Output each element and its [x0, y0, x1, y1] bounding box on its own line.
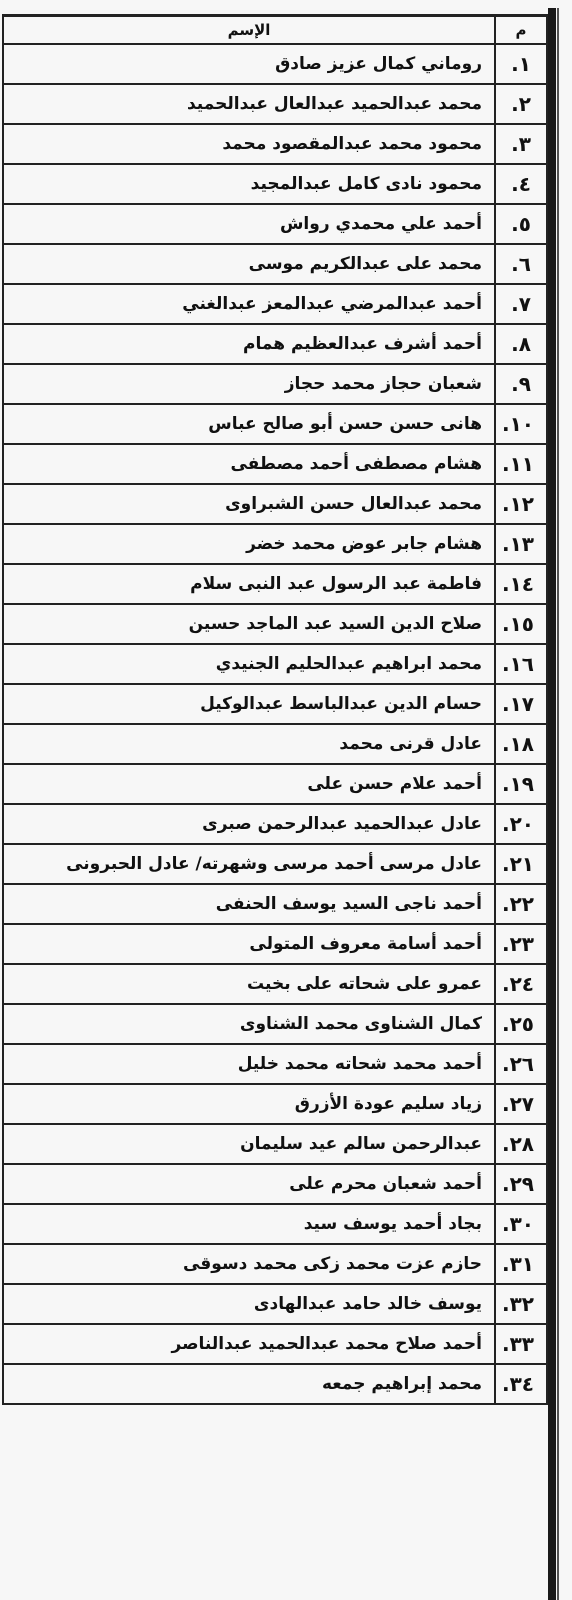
row-name: حسام الدين عبدالباسط عبدالوكيل	[3, 684, 495, 724]
table-body	[3, 44, 547, 1404]
row-number: ٣٤.	[495, 1364, 547, 1404]
row-name: بجاد أحمد يوسف سيد	[3, 1204, 495, 1244]
table-row	[3, 1084, 547, 1124]
row-name: محمود نادى كامل عبدالمجيد	[3, 164, 495, 204]
table-row	[3, 1044, 547, 1084]
row-name: أحمد أسامة معروف المتولى	[3, 924, 495, 964]
row-name: عادل قرنى محمد	[3, 724, 495, 764]
table-row	[3, 164, 547, 204]
table-row	[3, 1364, 547, 1404]
row-number: ٢٦.	[495, 1044, 547, 1084]
row-number: ١٢.	[495, 484, 547, 524]
row-name: أحمد ناجى السيد يوسف الحنفى	[3, 884, 495, 924]
row-number: ٣٠.	[495, 1204, 547, 1244]
table-row	[3, 964, 547, 1004]
table-row	[3, 604, 547, 644]
row-number: ٦.	[495, 244, 547, 284]
row-number: ٣٣.	[495, 1324, 547, 1364]
row-number: ٩.	[495, 364, 547, 404]
row-number: ٢٩.	[495, 1164, 547, 1204]
row-number: ١٩.	[495, 764, 547, 804]
table-row	[3, 1244, 547, 1284]
table-row	[3, 844, 547, 884]
row-name: أحمد محمد شحاته محمد خليل	[3, 1044, 495, 1084]
row-number: ١٤.	[495, 564, 547, 604]
row-number: ١٥.	[495, 604, 547, 644]
row-name: روماني كمال عزيز صادق	[3, 44, 495, 84]
row-number: ٨.	[495, 324, 547, 364]
table-row	[3, 524, 547, 564]
row-name: يوسف خالد حامد عبدالهادى	[3, 1284, 495, 1324]
table-row	[3, 244, 547, 284]
table-row	[3, 1004, 547, 1044]
table-row	[3, 1204, 547, 1244]
row-number: ٧.	[495, 284, 547, 324]
table-row	[3, 924, 547, 964]
row-name: محمود محمد عبدالمقصود محمد	[3, 124, 495, 164]
row-name: عادل مرسى أحمد مرسى وشهرته/ عادل الحبرونى	[3, 844, 495, 884]
row-number: ٢.	[495, 84, 547, 124]
row-name: محمد إبراهيم جمعه	[3, 1364, 495, 1404]
row-number: ٥.	[495, 204, 547, 244]
table-row	[3, 884, 547, 924]
row-name: عادل عبدالحميد عبدالرحمن صبرى	[3, 804, 495, 844]
table-row	[3, 284, 547, 324]
row-number: ١٦.	[495, 644, 547, 684]
row-number: ١١.	[495, 444, 547, 484]
table-row	[3, 204, 547, 244]
row-number: ٢٠.	[495, 804, 547, 844]
table-header-row	[3, 16, 547, 44]
table-row	[3, 44, 547, 84]
row-number: ١٨.	[495, 724, 547, 764]
row-number: ١٣.	[495, 524, 547, 564]
table-row	[3, 124, 547, 164]
row-number: ١.	[495, 44, 547, 84]
table-row	[3, 324, 547, 364]
row-name: هشام جابر عوض محمد خضر	[3, 524, 495, 564]
row-name: فاطمة عبد الرسول عبد النبى سلام	[3, 564, 495, 604]
table-row	[3, 364, 547, 404]
row-name: صلاح الدين السيد عبد الماجد حسين	[3, 604, 495, 644]
table-row	[3, 764, 547, 804]
table-row	[3, 724, 547, 764]
row-name: محمد عبدالحميد عبدالعال عبدالحميد	[3, 84, 495, 124]
row-number: ٣.	[495, 124, 547, 164]
row-name: كمال الشناوى محمد الشناوى	[3, 1004, 495, 1044]
row-number: ٣٢.	[495, 1284, 547, 1324]
table-row	[3, 1324, 547, 1364]
table-row	[3, 444, 547, 484]
row-name: عمرو على شحاته على بخيت	[3, 964, 495, 1004]
row-name: محمد ابراهيم عبدالحليم الجنيدي	[3, 644, 495, 684]
row-name: أحمد شعبان محرم على	[3, 1164, 495, 1204]
table-row	[3, 684, 547, 724]
number-column-header: م	[495, 16, 547, 44]
row-name: محمد على عبدالكريم موسى	[3, 244, 495, 284]
row-number: ٢٥.	[495, 1004, 547, 1044]
row-number: ٢٨.	[495, 1124, 547, 1164]
table-row	[3, 84, 547, 124]
row-name: زياد سليم عودة الأزرق	[3, 1084, 495, 1124]
row-name: عبدالرحمن سالم عيد سليمان	[3, 1124, 495, 1164]
table-row	[3, 804, 547, 844]
row-number: ١٠.	[495, 404, 547, 444]
row-number: ٢٣.	[495, 924, 547, 964]
row-name: أحمد علي محمدي رواش	[3, 204, 495, 244]
table-row	[3, 404, 547, 444]
names-table	[2, 14, 548, 1405]
row-name: أحمد عبدالمرضي عبدالمعز عبدالغني	[3, 284, 495, 324]
row-name: أحمد أشرف عبدالعظيم همام	[3, 324, 495, 364]
row-number: ١٧.	[495, 684, 547, 724]
table-row	[3, 1164, 547, 1204]
table-row	[3, 564, 547, 604]
row-name: هانى حسن حسن أبو صالح عباس	[3, 404, 495, 444]
table-row	[3, 644, 547, 684]
row-number: ٢٧.	[495, 1084, 547, 1124]
row-name: حازم عزت محمد زكى محمد دسوقى	[3, 1244, 495, 1284]
row-number: ٢٤.	[495, 964, 547, 1004]
row-number: ٤.	[495, 164, 547, 204]
row-number: ٢١.	[495, 844, 547, 884]
row-name: أحمد صلاح محمد عبدالحميد عبدالناصر	[3, 1324, 495, 1364]
row-number: ٣١.	[495, 1244, 547, 1284]
row-name: محمد عبدالعال حسن الشبراوى	[3, 484, 495, 524]
table-row	[3, 1124, 547, 1164]
name-column-header: الإسم	[3, 16, 495, 44]
row-name: هشام مصطفى أحمد مصطفى	[3, 444, 495, 484]
row-number: ٢٢.	[495, 884, 547, 924]
table-row	[3, 1284, 547, 1324]
row-name: أحمد علام حسن على	[3, 764, 495, 804]
page-edge-border	[548, 8, 556, 1600]
table-row	[3, 484, 547, 524]
row-name: شعبان حجاز محمد حجاز	[3, 364, 495, 404]
